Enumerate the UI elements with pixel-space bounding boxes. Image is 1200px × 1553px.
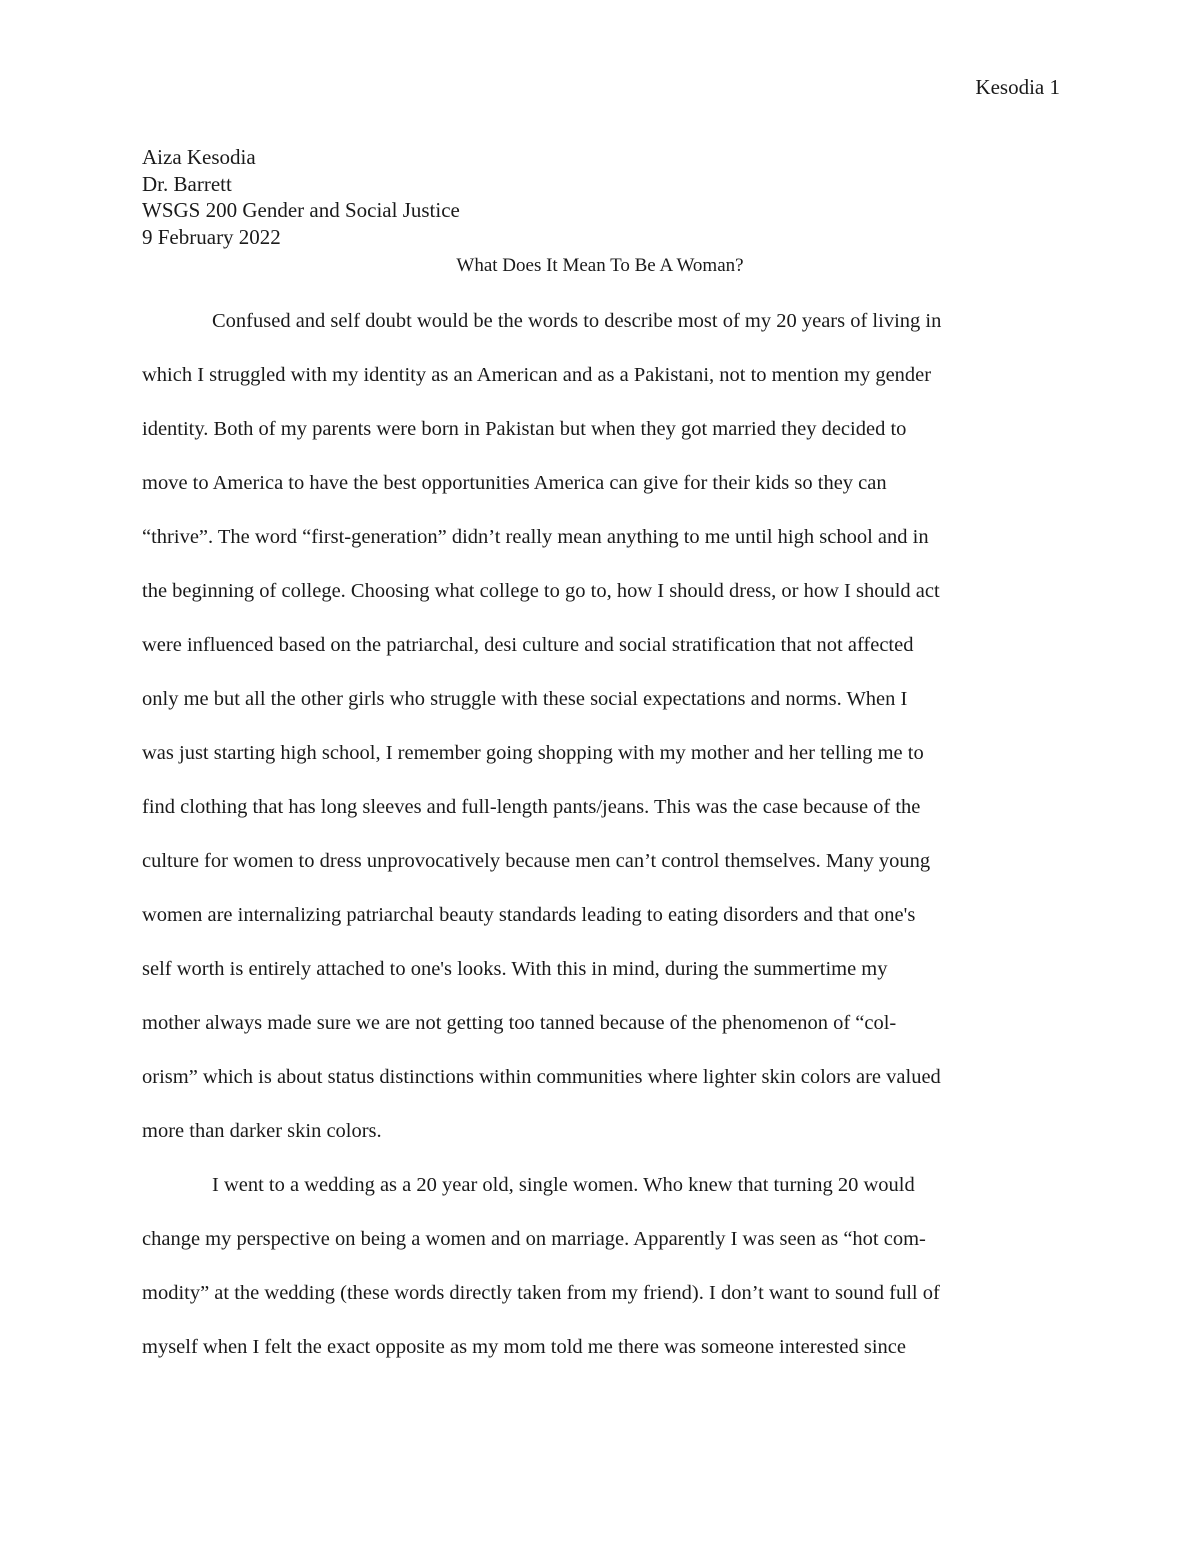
paragraph-1-line: only me but all the other girls who struggle with these social expectations and norms. When I: [142, 688, 908, 710]
paragraph-1-line: which I struggled with my identity as an American and as a Pakistani, not to mention my gender: [142, 364, 932, 386]
paragraph-2-line: modity” at the wedding (these words directly taken from my friend). I don’t want to sound full of: [142, 1282, 940, 1304]
paragraph-1-line: move to America to have the best opportunities America can give for their kids so they can: [142, 472, 887, 494]
paragraph-1-line: the beginning of college. Choosing what college to go to, how I should dress, or how I should act: [142, 580, 940, 602]
paragraph-1-line: self worth is entirely attached to one's looks. With this in mind, during the summertime my: [142, 958, 888, 980]
paragraph-1-line: Confused and self doubt would be the words to describe most of my 20 years of living in: [212, 310, 942, 332]
paragraph-1-line: “thrive”. The word “first-generation” didn’t really mean anything to me until high school and in: [142, 526, 929, 548]
instructor-name: Dr. Barrett: [142, 171, 232, 196]
paragraph-1-line: was just starting high school, I remember going shopping with my mother and her telling me to: [142, 742, 924, 764]
paragraph-2-line: change my perspective on being a women and on marriage. Apparently I was seen as “hot com-: [142, 1228, 926, 1250]
paragraph-2-line: myself when I felt the exact opposite as my mom told me there was someone interested since: [142, 1336, 906, 1358]
essay-date: 9 February 2022: [142, 224, 281, 249]
paragraph-1-line: orism” which is about status distinctions within communities where lighter skin colors are valued: [142, 1066, 941, 1088]
paragraph-1-line: mother always made sure we are not getting too tanned because of the phenomenon of “col-: [142, 1012, 897, 1034]
course-name: WSGS 200 Gender and Social Justice: [142, 198, 460, 222]
paragraph-1-line: identity. Both of my parents were born in Pakistan but when they got married they decided to: [142, 418, 907, 440]
author-name: Aiza Kesodia: [142, 145, 256, 169]
running-header: Kesodia 1: [975, 75, 1060, 99]
mla-heading: [142, 144, 460, 250]
essay-title: What Does It Mean To Be A Woman?: [456, 255, 744, 276]
paragraph-1-line: more than darker skin colors.: [142, 1120, 382, 1142]
paragraph-2-line: I went to a wedding as a 20 year old, single women. Who knew that turning 20 would: [212, 1174, 915, 1196]
paragraph-1-line: were influenced based on the patriarchal, desi culture and social stratification that not affected: [142, 634, 914, 656]
paragraph-1-line: culture for women to dress unprovocatively because men can’t control themselves. Many young: [142, 850, 931, 872]
paragraph-1-line: find clothing that has long sleeves and full-length pants/jeans. This was the case because of the: [142, 796, 921, 818]
paragraph-1-line: women are internalizing patriarchal beauty standards leading to eating disorders and that one's: [142, 904, 916, 926]
